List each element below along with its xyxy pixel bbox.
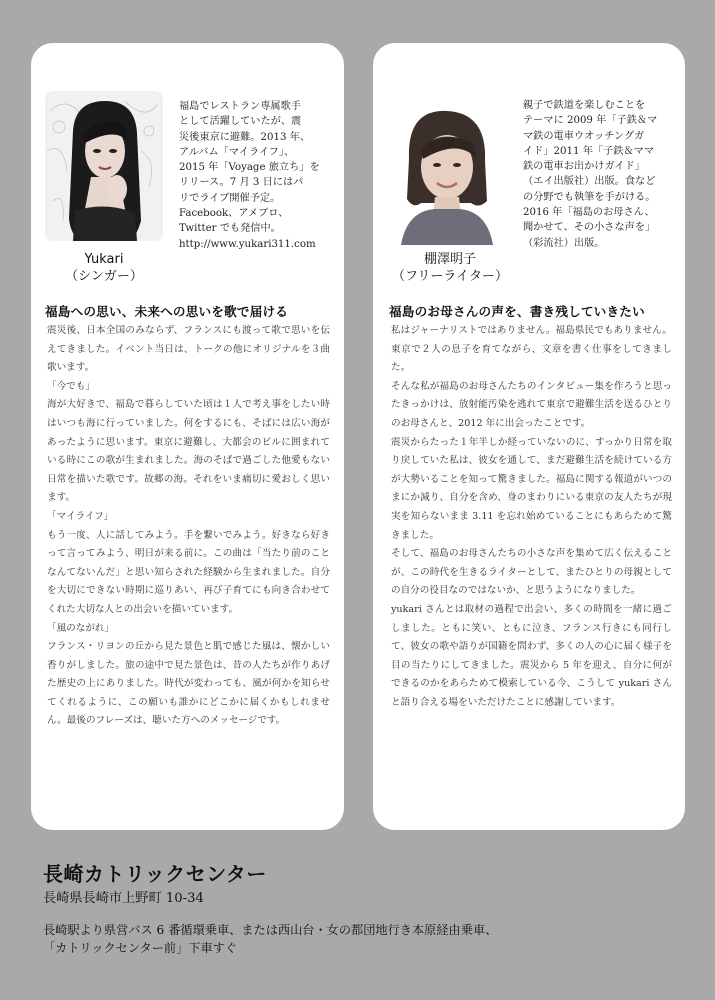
bio-text: 福島でレストラン専属歌手 として活躍していたが、震 災後東京に避難。2013 年、 アルバム「マイライフ」、 2015 年「Voyage 旅立ち」を リリース。7 月 3 日にはパ リでライブ開催予定。 Facebook、アメブロ、 Twitter でも発信中。 http://www.yukari311.com bbox=[179, 101, 320, 250]
paragraph: 海が大好きで、福島で暮らしていた頃は１人で考え事をしたい時はいつも海に行っていました。何をするにも、そばには広い海があったように思います。東京に避難し、大都会のビルに囲まれている時にこの歌が生まれました。海のそばで過ごした他愛もない日常を描いた歌です。故郷の海。それをいま痛切に愛おしく思います。 bbox=[47, 399, 330, 504]
section-heading: 福島への思い、未来への思いを歌で届ける bbox=[45, 304, 289, 319]
person-name: Yukari （シンガー） bbox=[65, 252, 143, 284]
paragraph: 震災からたった１年半しか経っていないのに、すっかり日常を取り戻していた私は、彼女を通して、まだ避難生活を続けている方が大勢いることを知って驚きました。福島に関する報道がいつのまにか減り、自分を含め、身のまわりにいる東京の友人たちが現実を知らないまま 3.11 を忘れ始めていることにもあらためて驚きました。 bbox=[391, 436, 672, 541]
portrait-photo-tanazawa bbox=[387, 99, 505, 245]
body-text bbox=[391, 322, 672, 712]
paragraph: yukari さんとは取材の過程で出会い、多くの時間を一緒に過ごしました。ともに笑い、ともに泣き、フランス行きにも同行して、彼女の歌や語りが国籍を問わず、多くの人の心に届く様子を目の当たりにしてきました。震災から 5 年を迎え、自分に何ができるのかをあらためて模索している今、こうして yukari さんと語り合える場をいただけたことに感謝しています。 bbox=[391, 603, 672, 708]
bio-text: 親子で鉄道を楽しむことを テーマに 2009 年「子鉄＆マ マ鉄の電車ウオッチングガ イド」2011 年「子鉄＆ママ 鉄の電車お出かけガイド」 （エイ出版社）出版。食など の分野でも執筆を手がける。 2016 年「福島のお母さん、 聞かせて、その小さな声を」 （彩流社）出版。 bbox=[523, 100, 658, 249]
paragraph: もう一度、人に話してみよう。手を繋いでみよう。好きなら好きって言ってみよう、明日が来る前に。この曲は「当たり前のことなんてないんだ」と思い知らされた経験から生まれました。自分を大切にできない時期に巡りあい、再び子育てにも向き合わせてくれた大切な人との出会いを描いています。 bbox=[47, 529, 330, 615]
profile-card-tanazawa bbox=[373, 43, 685, 830]
song-title: 「風のながれ」 bbox=[47, 622, 115, 634]
venue-name: 長崎カトリックセンター bbox=[43, 862, 267, 886]
paragraph: 私はジャーナリストではありません。福島県民でもありません。東京で２人の息子を育てながら、文章を書く仕事をしてきました。 bbox=[391, 325, 672, 374]
portrait-photo-yukari bbox=[45, 91, 163, 241]
venue-address: 長崎県長崎市上野町 10-34 bbox=[43, 891, 204, 906]
section-heading: 福島のお母さんの声を、書き残していきたい bbox=[389, 304, 645, 319]
paragraph: 震災後、日本全国のみならず、フランスにも渡って歌で思いを伝えてきました。イベント当日は、トークの他にオリジナルを３曲歌います。 bbox=[47, 325, 330, 374]
paragraph: そんな私が福島のお母さんたちのインタビュー集を作ろうと思ったきっかけは、放射能汚染を逃れて東京で避難生活を送るひとりのお母さんと、2012 年に出会ったことです。 bbox=[391, 380, 672, 429]
paragraph: フランス・リヨンの丘から見た景色と肌で感じた風は、懐かしい香りがしました。旅の途中で見た景色は、昔の人たちが作りあげた歴史の上にありました。時代が変わっても、風が何かを知らせてくれるように、この願いも誰かにどこかに届くかもしれません。最後のフレーズは、聴いた方へのメッセージです。 bbox=[47, 641, 330, 727]
song-title: 「マイライフ」 bbox=[47, 510, 114, 522]
profile-card-yukari bbox=[31, 43, 344, 830]
body-text bbox=[47, 322, 330, 731]
person-name: 棚澤明子 （フリーライター） bbox=[391, 252, 509, 284]
venue-access-directions: 長崎駅より県営バス 6 番循環乗車、または西山台・女の都団地行き本原経由乗車、 「カトリックセンター前」下車すぐ bbox=[43, 923, 498, 955]
paragraph: そして、福島のお母さんたちの小さな声を集めて広く伝えることが、この時代を生きるライターとして、またひとりの母親としての自分の役目なのではないか、と思うようになりました。 bbox=[391, 548, 672, 597]
song-title: 「今でも」 bbox=[47, 380, 95, 392]
